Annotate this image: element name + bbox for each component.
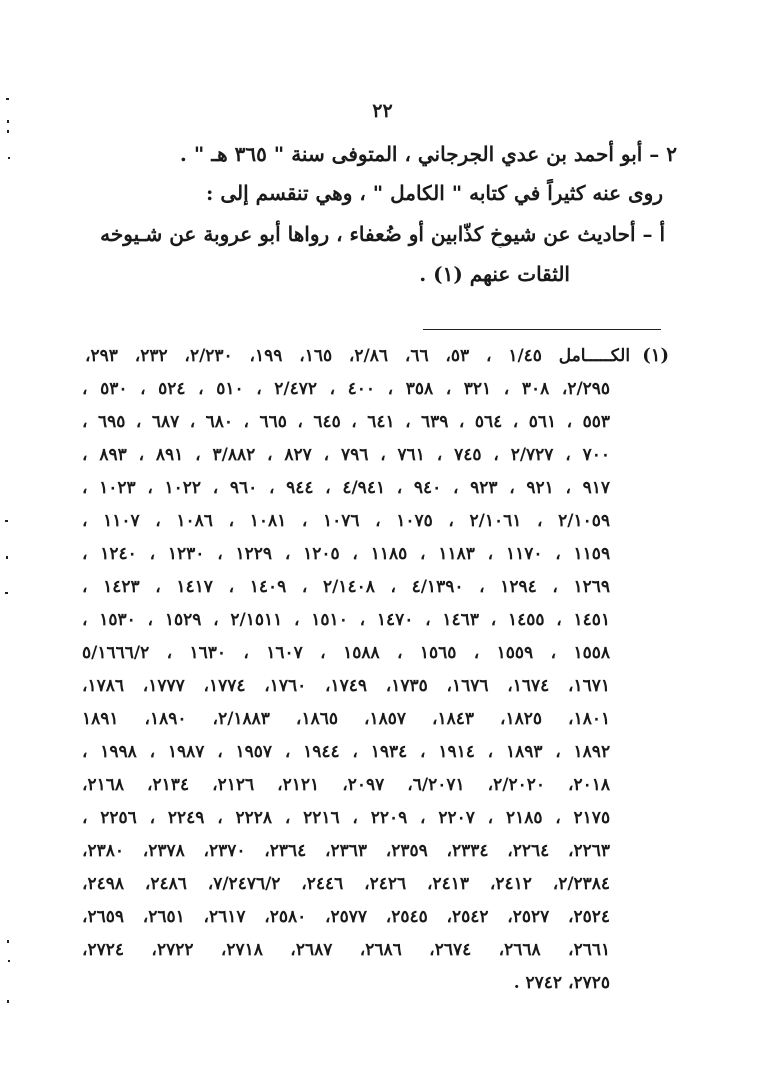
footnote-line: ٩١٧ ، ٩٢١ ، ٩٢٣ ، ٩٤٠ ، ٤/٩٤١ ، ٩٤٤ ، ٩٦٠ ، ١٠٢٢ ، ١٠٢٣ ، — [82, 478, 610, 498]
footnote-line: ٢١٧٥ ، ٢١٨٥ ، ٢٢٠٧ ، ٢٢٠٩ ، ٢٢١٦ ، ٢٢٢٨ ، ٢٢٤٩ ، ٢٢٥٦ ، — [82, 808, 610, 828]
scan-speck — [6, 98, 9, 100]
scan-speck — [7, 120, 9, 123]
scan-speck — [5, 520, 8, 522]
scan-speck — [5, 592, 8, 594]
scan-speck — [8, 960, 10, 962]
footnote-line: ٢/٢٩٥، ٣٠٨ ، ٣٢١ ، ٣٥٨ ، ٤٠٠ ، ٢/٤٧٢ ، ٥١٠ ، ٥٢٤ ، ٥٣٠ ، — [82, 379, 610, 399]
footnote-line: ٢٥٢٤، ٢٥٢٧، ٢٥٤٢، ٢٥٤٥، ٢٥٧٧، ٢٥٨٠، ٢٦١٧، ٢٦٥١، ٢٦٥٩، — [82, 907, 610, 927]
footnote-line: الكـــــامل ١/٤٥ ، ٥٣، ٦٦، ٢/٨٦، ١٦٥، ١٩٩، ٢/٢٣٠، ٢٣٢، ٢٩٣، — [85, 346, 630, 366]
footnote-line: ٢٧٢٥، ٢٧٤٢ . — [513, 973, 610, 993]
footnote-line: ١١٥٩ ، ١١٧٠ ، ١١٨٣ ، ١١٨٥ ، ١٢٠٥ ، ١٢٢٩ ، ١٢٣٠ ، ١٢٤٠ ، — [82, 544, 610, 564]
page-number: ٢٢ — [372, 100, 393, 122]
footnote-separator — [423, 329, 661, 330]
footnote-line: ١٤٥١ ، ١٤٥٥ ، ١٤٦٣ ، ١٤٧٠ ، ١٥١٠ ، ٢/١٥١١ ، ١٥٢٩ ، ١٥٣٠ ، — [82, 610, 610, 630]
footnote-line: ١٦٧١، ١٦٧٤، ١٦٧٦، ١٧٣٥، ١٧٤٩، ١٧٦٠، ١٧٧٤، ١٧٧٧، ١٧٨٦، — [82, 676, 610, 696]
scan-speck — [8, 157, 10, 159]
footnote-line: ١٥٥٨ ، ١٥٥٩ ، ١٥٦٥ ، ١٥٨٨ ، ١٦٠٧ ، ١٦٣٠ ، ٥/١٦٦٦/٢ — [82, 643, 610, 663]
footnote-line: ٢٠١٨، ٢/٢٠٢٠، ٦/٢٠٧١، ٢٠٩٧، ٢١٢١، ٢١٢٦، ٢١٣٤، ٢١٦٨، — [82, 775, 610, 795]
footnote-line: ٢/٢٣٨٤، ٢٤١٢، ٢٤١٣، ٢٤٢٦، ٢٤٤٦، ٧/٢٤٧٦/٢، ٢٤٨٦، ٢٤٩٨، — [82, 874, 610, 894]
footnote-line: ١٨٩٢ ، ١٨٩٣ ، ١٩١٤ ، ١٩٣٤ ، ١٩٤٤ ، ١٩٥٧ ، ١٩٨٧ ، ١٩٩٨ ، — [82, 742, 610, 762]
scan-speck — [7, 1000, 9, 1003]
body-line-2: روى عنه كثيراً في كتابه " الكامل " ، وهي تنقسم إلى : — [206, 181, 663, 205]
body-item-2: ٢ – أبو أحمد بن عدي الجرجاني ، المتوفى سنة " ٣٦٥ هـ " . — [179, 142, 677, 166]
footnote-line: ٢٦٦١، ٢٦٦٨، ٢٦٧٤، ٢٦٨٦، ٢٦٨٧، ٢٧١٨، ٢٧٢٢، ٢٧٢٤، — [82, 940, 610, 960]
body-line-4: الثقات عنهم (١) . — [419, 262, 570, 286]
scan-speck — [6, 556, 8, 559]
scan-speck — [7, 130, 9, 133]
footnote-line: ١٨٠١، ١٨٢٥، ١٨٤٣، ١٨٥٧، ١٨٦٥، ٢/١٨٨٣، ١٨٩٠، ١٨٩١ — [82, 709, 610, 729]
footnote-line: ١٢٦٩ ، ١٢٩٤ ، ٤/١٣٩٠ ، ٢/١٤٠٨ ، ١٤٠٩ ، ١٤١٧ ، ١٤٢٣ ، — [82, 577, 610, 597]
footnote-line: ٢٢٦٣، ٢٢٦٤، ٢٣٣٤، ٢٣٥٩، ٢٣٦٣، ٢٣٦٤، ٢٣٧٠، ٢٣٧٨، ٢٣٨٠، — [82, 841, 610, 861]
footnote-line: ٧٠٠ ، ٢/٧٢٧ ، ٧٤٥ ، ٧٦١ ، ٧٩٦ ، ٨٢٧ ، ٣/٨٨٢ ، ٨٩١ ، ٨٩٣ ، — [82, 445, 610, 465]
body-line-3: أ – أحاديث عن شيوخٍ كذّابين أو ضُعفاء ، رواها أبو عروبة عن شـيوخه — [100, 222, 665, 246]
scan-speck — [7, 940, 9, 943]
footnote-line: ٥٥٣ ، ٥٦١ ، ٥٦٤ ، ٦٣٩ ، ٦٤١ ، ٦٤٥ ، ٦٦٥ ، ٦٨٠ ، ٦٨٧ ، ٦٩٥ ، — [82, 412, 610, 432]
footnote-marker: (١) — [642, 345, 669, 366]
footnote-line: ٢/١٠٥٩ ، ٢/١٠٦١ ، ١٠٧٥ ، ١٠٧٦ ، ١٠٨١ ، ١٠٨٦ ، ١١٠٧ ، — [82, 511, 610, 531]
